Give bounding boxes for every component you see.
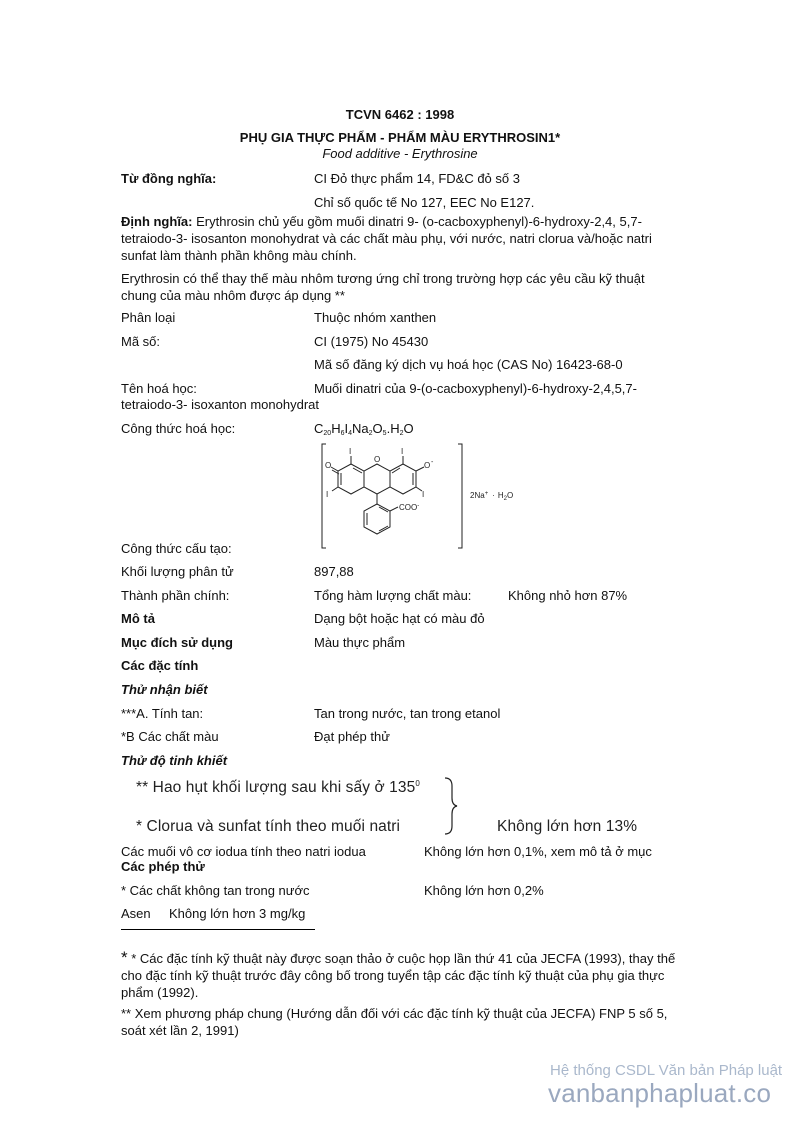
synonyms-line-1: CI Đỏ thực phẩm 14, FD&C đỏ số 3 [314, 171, 520, 186]
insoluble-matter-label: * Các chất không tan trong nước [121, 883, 310, 898]
curly-brace-icon [441, 776, 459, 836]
definition-note: Erythrosin có thể thay thế màu nhôm tương ứng chỉ trong trường hợp các yêu cầu kỹ thuật chung của màu nhôm được áp dụng ** [121, 271, 645, 303]
iodine-3: I [326, 490, 329, 499]
classification-label: Phân loại [121, 310, 176, 325]
loss-on-drying-label: ** Hao hụt khối lượng sau khi sấy ở $135^0$ [136, 779, 420, 796]
footnote-1-mark: * [121, 948, 128, 967]
watermark-line-1: Hệ thống CSDL Văn bản Pháp luật [550, 1062, 783, 1079]
footnote-1 [121, 949, 681, 1001]
chemical-formula: $C_{20}H_6I_4Na_2O_5.H_2O$ [314, 421, 414, 437]
standard-code: TCVN 6462 : 1998 [345, 107, 455, 122]
usage-label: Mục đích sử dụng [121, 635, 233, 650]
classification-value: Thuộc nhóm xanthen [314, 310, 437, 325]
chloride-sulfate-limit: Không lớn hơn 13% [497, 818, 638, 835]
chemical-name-label: Tên hoá học: [121, 381, 197, 396]
chemical-name-value: Muối dinatri của 9-(o-cacboxyphenyl)-6-hydroxy-2,4,5,7- [314, 381, 637, 396]
atom-o-right: O [424, 461, 431, 470]
footnote-separator [121, 929, 315, 930]
description-value: Dạng bột hoặc hạt có màu đỏ [314, 611, 485, 626]
main-component-item: Tổng hàm lượng chất màu: [314, 588, 472, 603]
code-value-2: Mã số đăng ký dịch vụ hoá học (CAS No) 16423-68-0 [314, 357, 623, 372]
iodine-4: I [422, 490, 425, 499]
atom-o-left: O [325, 461, 332, 470]
chemical-name-continued: tetraiodo-3- isoxanton monohydrat [121, 397, 320, 412]
atom-o-ring: O [374, 455, 381, 464]
definition-label: Định nghĩa: [121, 214, 193, 229]
tests-heading: Các phép thử [121, 859, 205, 874]
structural-formula-diagram [318, 440, 540, 552]
document-subtitle: Food additive - Erythrosine [322, 146, 478, 161]
usage-value: Màu thực phẩm [314, 635, 406, 650]
watermark-line-2: vanbanphapluat.co [548, 1078, 772, 1108]
carboxylate-group: COO- [399, 503, 420, 512]
main-component-value: Không nhỏ hơn 87% [508, 588, 628, 603]
formula-label: Công thức hoá học: [121, 421, 236, 436]
iodide-value: Không lớn hơn 0,1%, xem mô tả ở mục [424, 844, 652, 859]
synonyms-line-2: Chỉ số quốc tế No 127, EEC No E127. [314, 195, 535, 210]
molecular-weight-label: Khối lượng phân tử [121, 564, 234, 579]
iodine-2: I [401, 447, 404, 456]
code-label: Mã số: [121, 334, 161, 349]
insoluble-matter-value: Không lớn hơn 0,2% [424, 883, 544, 898]
iodine-1: I [349, 447, 352, 456]
counter-ions: $2Na^+ \cdot H_2O$ [470, 491, 514, 502]
footnote-2: ** Xem phương pháp chung (Hướng dẫn đối với các đặc tính kỹ thuật của JECFA) FNP 5 số 5, soát xét lần 2, 1991) [121, 1006, 668, 1038]
identification-heading: Thử nhận biết [121, 682, 208, 697]
iodide-label: Các muối vô cơ iodua tính theo natri iodua [121, 844, 366, 859]
footnote-1-text: * Các đặc tính kỹ thuật này được soạn thảo ở cuộc họp lần thứ 41 của JECFA (1993), thay thế cho đặc tính kỹ thuật trước đây công bố trong tuyển tập các đặc tính kỹ thuật của phụ gia thực phẩm (1992). [121, 951, 676, 1000]
definition-paragraph [121, 213, 681, 264]
code-value-1: CI (1975) No 45430 [314, 334, 429, 349]
main-component-label: Thành phần chính: [121, 588, 230, 603]
arsenic-value: Không lớn hơn 3 mg/kg [169, 906, 306, 921]
solubility-value: Tan trong nước, tan trong etanol [314, 706, 501, 721]
chloride-sulfate-label: * Clorua và sunfat tính theo muối natri [136, 818, 401, 835]
molecular-weight-value: 897,88 [314, 564, 354, 579]
colouring-matters-label: *B Các chất màu [121, 729, 219, 744]
definition-text: Erythrosin chủ yếu gồm muối dinatri 9- (o-cacboxyphenyl)-6-hydroxy-2,4, 5,7-tetraiodo-3- isosanton monohydrat và các chất màu phụ, với nước, natri clorua và/hoặc natri sunfat làm thành phần không màu chính. [121, 214, 652, 263]
description-label: Mô tả [121, 611, 155, 626]
synonyms-label: Từ đồng nghĩa: [121, 171, 217, 186]
structure-label: Công thức cấu tạo: [121, 541, 232, 556]
solubility-label: ***A. Tính tan: [121, 706, 204, 721]
charge-minus: - [431, 459, 434, 466]
purity-heading: Thử độ tinh khiết [121, 753, 228, 768]
colouring-matters-value: Đạt phép thử [314, 729, 390, 744]
properties-heading: Các đặc tính [121, 658, 199, 673]
document-title: PHỤ GIA THỰC PHẨM - PHẨM MÀU ERYTHROSIN1* [239, 130, 561, 145]
arsenic-label: Asen [121, 906, 151, 921]
